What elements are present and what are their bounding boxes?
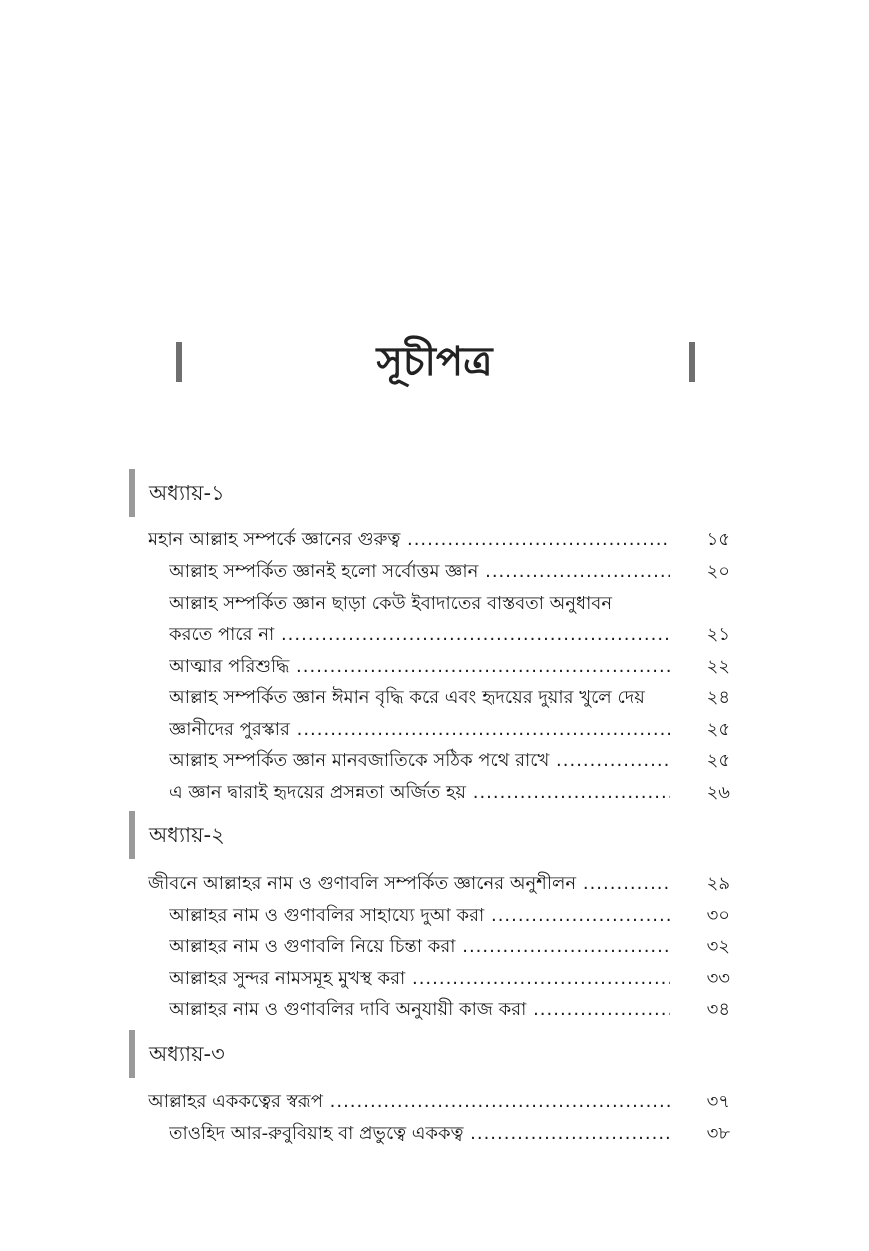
toc-entry-text: আল্লাহর নাম ও গুণাবলি নিয়ে চিন্তা করা .....: [169, 932, 670, 962]
chapter-label: অধ্যায়-৩: [149, 1042, 225, 1066]
toc-entry-text: এ জ্ঞান দ্বারাই হৃদয়ের প্রসন্নতা অর্জিত হয় .....: [169, 778, 670, 808]
toc-entry-text: করতে পারে না .....: [169, 620, 670, 650]
toc-entry[interactable]: [169, 964, 730, 994]
toc-entry[interactable]: [169, 652, 730, 682]
toc-entry-text: আল্লাহ সম্পর্কিত জ্ঞানই হলো সর্বোত্তম জ্ঞান .....: [169, 557, 670, 587]
toc-entry-text: আল্লাহর সুন্দর নামসমূহ মুখস্থ করা .....: [169, 964, 670, 994]
toc-entry[interactable]: [169, 683, 730, 713]
title-block: [0, 335, 869, 395]
toc-entry-page: ২২: [706, 656, 730, 677]
toc-entry-text: জ্ঞানীদের পুরস্কার .....: [169, 715, 670, 745]
toc-entry-page: ৩৮: [706, 1123, 730, 1144]
toc-entry-page: ২৯: [706, 873, 730, 894]
chapter-marker-bar: [129, 469, 135, 517]
toc-entry-text: আল্লাহ সম্পর্কিত জ্ঞান মানবজাতিকে সঠিক পথে রাখে .....: [169, 746, 670, 776]
toc-entry[interactable]: [169, 1119, 730, 1149]
toc-entry-text: তাওহিদ আর-রুবুবিয়াহ বা প্রভুত্বে এককত্ব .....: [169, 1119, 670, 1149]
toc-entry-text: আল্লাহর নাম ও গুণাবলির সাহায্যে দুআ করা .....: [169, 901, 670, 931]
toc-entry[interactable]: [169, 901, 730, 931]
chapter-marker-bar: [129, 811, 135, 859]
toc-entry-page: ২০: [706, 561, 730, 582]
toc-entry-page: ৩৭: [706, 1091, 730, 1112]
toc-entry-text: আত্মার পরিশুদ্ধি .....: [169, 652, 670, 682]
chapter-label: অধ্যায়-২: [149, 823, 225, 847]
toc-entry-page: ২১: [706, 624, 730, 645]
toc-entry[interactable]: [169, 746, 730, 776]
toc-entry-text: আল্লাহর নাম ও গুণাবলির দাবি অনুযায়ী কাজ করা .....: [169, 995, 670, 1025]
toc-entry-text: জীবনে আল্লাহর নাম ও গুণাবলি সম্পর্কিত জ্ঞানের অনুশীলন .....: [148, 869, 670, 899]
toc-entry-page: ২৪: [706, 687, 730, 708]
toc-entry[interactable]: [169, 620, 730, 650]
chapter-label: অধ্যায়-১: [149, 481, 225, 505]
toc-entry[interactable]: [169, 932, 730, 962]
toc-entry-page: ২৫: [706, 719, 730, 740]
toc-entry-page: ২৬: [706, 782, 730, 803]
toc-entry-text: আল্লাহর এককত্বের স্বরূপ .....: [148, 1087, 670, 1117]
toc-entry[interactable]: [169, 589, 730, 619]
toc-entry-page: ৩৪: [706, 999, 730, 1020]
toc-entry-text: আল্লাহ সম্পর্কিত জ্ঞান ঈমান বৃদ্ধি করে এবং হৃদয়ের দুয়ার খুলে দেয়: [169, 687, 645, 708]
title-right-bar: [689, 342, 695, 382]
toc-entry-text: মহান আল্লাহ সম্পর্কে জ্ঞানের গুরুত্ব .....: [148, 525, 670, 555]
toc-entry[interactable]: [169, 557, 730, 587]
toc-entry-page: ১৫: [706, 529, 730, 550]
toc-entry-text: আল্লাহ সম্পর্কিত জ্ঞান ছাড়া কেউ ইবাদাতের বাস্তবতা অনুধাবন: [169, 593, 613, 614]
toc-entry-page: ৩২: [706, 936, 730, 957]
toc-entry[interactable]: [148, 1087, 730, 1117]
toc-entry[interactable]: [169, 778, 730, 808]
toc-entry-page: ৩০: [706, 905, 730, 926]
chapter-marker-bar: [129, 1030, 135, 1078]
toc-entry[interactable]: [169, 995, 730, 1025]
page-title: সূচীপত্র: [376, 339, 493, 385]
toc-entry-page: ৩৩: [706, 968, 730, 989]
chapter-heading-3: [129, 1030, 749, 1080]
toc-entry[interactable]: [148, 869, 730, 899]
toc-entry[interactable]: [169, 715, 730, 745]
chapter-heading-1: [129, 469, 749, 519]
toc-entry[interactable]: [148, 525, 730, 555]
chapter-heading-2: [129, 811, 749, 861]
toc-entry-page: ২৫: [706, 750, 730, 771]
